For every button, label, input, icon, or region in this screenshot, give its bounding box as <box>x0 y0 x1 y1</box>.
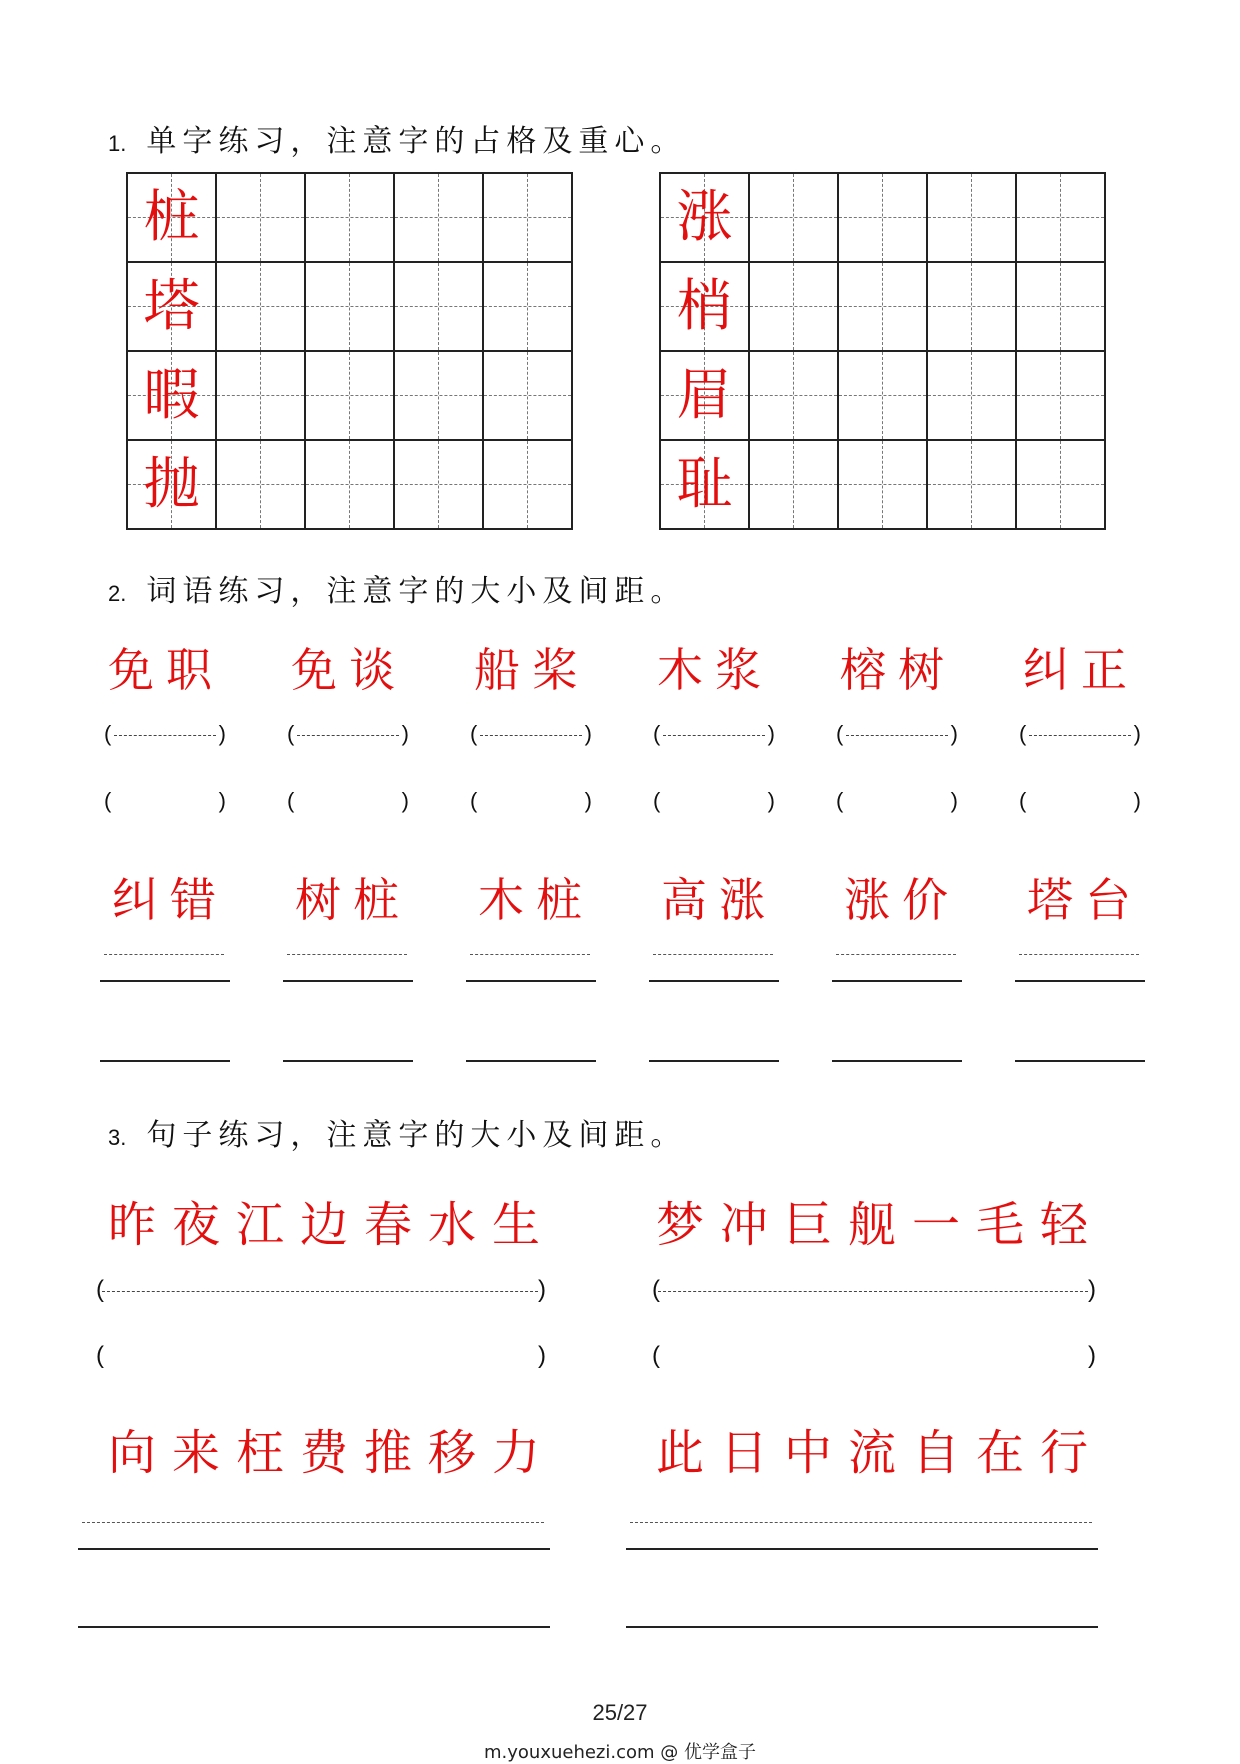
paren-close: ) <box>767 788 775 813</box>
grid-cell-left-r3-c4[interactable] <box>395 352 484 441</box>
dashed-guide <box>1029 735 1131 736</box>
writing-paren-dashed-left[interactable]: ( ) <box>96 1276 546 1303</box>
dashed-guide <box>480 735 582 736</box>
word-model: 免职 <box>108 643 224 697</box>
grid-cell-left-r1-c3[interactable] <box>306 174 395 263</box>
model-character: 耻 <box>676 451 733 517</box>
solid-guide <box>649 980 779 982</box>
writing-line-dashed-solid[interactable] <box>466 954 596 984</box>
dashed-guide <box>297 735 399 736</box>
word-model: 木桩 <box>478 873 594 927</box>
sentence-2: 梦冲巨舰一毛轻 <box>656 1197 1105 1253</box>
paren-close: ) <box>584 788 592 813</box>
dashed-guide <box>470 954 590 955</box>
word-model: 树桩 <box>295 873 411 927</box>
model-character: 塔 <box>143 273 200 339</box>
model-character: 涨 <box>676 184 733 250</box>
dashed-guide <box>104 954 224 955</box>
pinyin-paren-blank[interactable] <box>287 788 409 818</box>
grid-cell-right-r2-c2[interactable] <box>750 263 839 352</box>
paren-open: ( <box>104 721 112 746</box>
paren-close: ) <box>401 788 409 813</box>
paren-open: ( <box>653 788 661 813</box>
pinyin-paren-dashed[interactable] <box>653 721 775 751</box>
grid-cell-left-r2-c3[interactable] <box>306 263 395 352</box>
grid-cell-right-r2-c4[interactable] <box>928 263 1017 352</box>
model-character: 梢 <box>676 273 733 339</box>
section-2-heading <box>108 566 686 610</box>
writing-line-right-1[interactable] <box>626 1522 1098 1552</box>
section-3-number: 3. <box>108 1125 127 1150</box>
grid-cell-left-r3-c3[interactable] <box>306 352 395 441</box>
grid-cell-left-r1-c4[interactable] <box>395 174 484 263</box>
writing-paren-blank-left[interactable]: ( ) <box>96 1342 546 1369</box>
sentence-3: 向来枉费推移力 <box>108 1425 557 1481</box>
paren-open: ( <box>470 788 478 813</box>
grid-cell-left-r3-c5[interactable] <box>484 352 573 441</box>
dashed-guide <box>1019 954 1139 955</box>
word-model: 免谈 <box>291 643 407 697</box>
grid-cell-right-r4-c2[interactable] <box>750 441 839 530</box>
pinyin-paren-dashed[interactable] <box>836 721 958 751</box>
grid-cell-left-r2-c5[interactable] <box>484 263 573 352</box>
grid-cell-right-r1-c2[interactable] <box>750 174 839 263</box>
pinyin-paren-dashed[interactable] <box>287 721 409 751</box>
grid-cell-right-r3-c1 <box>661 352 750 441</box>
solid-guide <box>832 980 962 982</box>
writing-line-dashed-solid[interactable] <box>832 954 962 984</box>
pinyin-paren-blank[interactable] <box>1019 788 1141 818</box>
grid-cell-right-r4-c5[interactable] <box>1017 441 1106 530</box>
model-character: 抛 <box>143 451 200 517</box>
grid-cell-left-r3-c1 <box>128 352 217 441</box>
pinyin-paren-blank[interactable] <box>836 788 958 818</box>
grid-cell-right-r3-c2[interactable] <box>750 352 839 441</box>
sentence-4: 此日中流自在行 <box>656 1425 1105 1481</box>
dashed-guide <box>836 954 956 955</box>
paren-close: ) <box>767 721 775 746</box>
word-model: 船桨 <box>474 643 590 697</box>
section-1-heading <box>108 116 686 160</box>
dashed-guide <box>114 735 216 736</box>
writing-line-dashed-solid[interactable] <box>100 954 230 984</box>
grid-cell-left-r2-c1 <box>128 263 217 352</box>
paren-close: ) <box>950 788 958 813</box>
section-2-number: 2. <box>108 581 127 606</box>
paren-close: ) <box>218 788 226 813</box>
pinyin-paren-blank[interactable] <box>470 788 592 818</box>
grid-cell-left-r1-c5[interactable] <box>484 174 573 263</box>
paren-open: ( <box>1019 721 1027 746</box>
writing-line-left-2[interactable] <box>78 1626 550 1628</box>
dashed-guide <box>287 954 407 955</box>
grid-cell-left-r3-c2[interactable] <box>217 352 306 441</box>
grid-cell-right-r1-c1 <box>661 174 750 263</box>
writing-grid-left <box>126 172 573 530</box>
paren-close: ) <box>950 721 958 746</box>
writing-line-solid[interactable] <box>649 1060 779 1062</box>
writing-line-right-2[interactable] <box>626 1626 1098 1628</box>
paren-open: ( <box>104 788 112 813</box>
grid-cell-left-r4-c5[interactable] <box>484 441 573 530</box>
sentence-1: 昨夜江边春水生 <box>108 1197 557 1253</box>
paren-open: ( <box>653 721 661 746</box>
paren-open: ( <box>1019 788 1027 813</box>
section-3-heading <box>108 1110 686 1154</box>
grid-cell-right-r2-c3[interactable] <box>839 263 928 352</box>
solid-guide <box>466 980 596 982</box>
writing-line-solid[interactable] <box>283 1060 413 1062</box>
writing-line-left-1[interactable] <box>78 1522 550 1552</box>
grid-cell-right-r3-c5[interactable] <box>1017 352 1106 441</box>
grid-cell-right-r1-c3[interactable] <box>839 174 928 263</box>
grid-cell-left-r1-c1 <box>128 174 217 263</box>
dashed-guide <box>653 954 773 955</box>
dashed-guide <box>663 735 765 736</box>
solid-guide <box>1015 980 1145 982</box>
writing-line-solid[interactable] <box>466 1060 596 1062</box>
word-model: 纠正 <box>1023 643 1139 697</box>
writing-line-dashed-solid[interactable] <box>649 954 779 984</box>
section-2-title: 词语练习，注意字的大小及间距。 <box>146 574 687 609</box>
section-3-title: 句子练习，注意字的大小及间距。 <box>146 1118 687 1153</box>
solid-guide <box>100 980 230 982</box>
grid-cell-left-r4-c2[interactable] <box>217 441 306 530</box>
grid-cell-right-r2-c5[interactable] <box>1017 263 1106 352</box>
paren-close: ) <box>584 721 592 746</box>
model-character: 眉 <box>676 362 733 428</box>
section-1-title: 单字练习，注意字的占格及重心。 <box>146 124 687 159</box>
paren-open: ( <box>836 788 844 813</box>
paren-close: ) <box>1133 721 1141 746</box>
writing-paren-blank-right[interactable]: ( ) <box>652 1342 1096 1369</box>
grid-cell-right-r3-c3[interactable] <box>839 352 928 441</box>
grid-cell-left-r2-c4[interactable] <box>395 263 484 352</box>
word-model: 塔台 <box>1027 873 1143 927</box>
grid-cell-left-r1-c2[interactable] <box>217 174 306 263</box>
grid-cell-right-r4-c4[interactable] <box>928 441 1017 530</box>
grid-cell-right-r1-c5[interactable] <box>1017 174 1106 263</box>
pinyin-paren-blank[interactable] <box>653 788 775 818</box>
pinyin-paren-dashed[interactable] <box>104 721 226 751</box>
writing-line-solid[interactable] <box>100 1060 230 1062</box>
paren-open: ( <box>836 721 844 746</box>
dashed-guide <box>846 735 948 736</box>
grid-cell-right-r1-c4[interactable] <box>928 174 1017 263</box>
word-model: 涨价 <box>844 873 960 927</box>
grid-cell-left-r2-c2[interactable] <box>217 263 306 352</box>
model-character: 暇 <box>143 362 200 428</box>
grid-cell-right-r2-c1 <box>661 263 750 352</box>
grid-cell-right-r3-c4[interactable] <box>928 352 1017 441</box>
grid-cell-left-r4-c1 <box>128 441 217 530</box>
pinyin-paren-blank[interactable] <box>104 788 226 818</box>
writing-line-solid[interactable] <box>1015 1060 1145 1062</box>
site-watermark: m.youxuehezi.com @ 优学盒子 <box>483 1742 756 1763</box>
writing-line-dashed-solid[interactable] <box>1015 954 1145 984</box>
model-character: 桩 <box>143 184 200 250</box>
paren-open: ( <box>470 721 478 746</box>
paren-close: ) <box>218 721 226 746</box>
grid-cell-right-r4-c1 <box>661 441 750 530</box>
grid-cell-left-r4-c3[interactable] <box>306 441 395 530</box>
paren-close: ) <box>401 721 409 746</box>
word-model: 纠错 <box>112 873 228 927</box>
writing-grid-right <box>659 172 1106 530</box>
section-1-number: 1. <box>108 131 127 156</box>
writing-line-dashed-solid[interactable] <box>283 954 413 984</box>
solid-guide <box>283 980 413 982</box>
word-model: 高涨 <box>661 873 777 927</box>
grid-cell-right-r4-c3[interactable] <box>839 441 928 530</box>
pinyin-paren-dashed[interactable] <box>470 721 592 751</box>
paren-open: ( <box>287 788 295 813</box>
page-number: 25/27 <box>592 1700 648 1725</box>
writing-line-solid[interactable] <box>832 1060 962 1062</box>
writing-paren-dashed-right[interactable]: ( ) <box>652 1276 1096 1303</box>
word-model: 榕树 <box>840 643 956 697</box>
word-model: 木浆 <box>657 643 773 697</box>
grid-cell-left-r4-c4[interactable] <box>395 441 484 530</box>
paren-close: ) <box>1133 788 1141 813</box>
paren-open: ( <box>287 721 295 746</box>
pinyin-paren-dashed[interactable] <box>1019 721 1141 751</box>
